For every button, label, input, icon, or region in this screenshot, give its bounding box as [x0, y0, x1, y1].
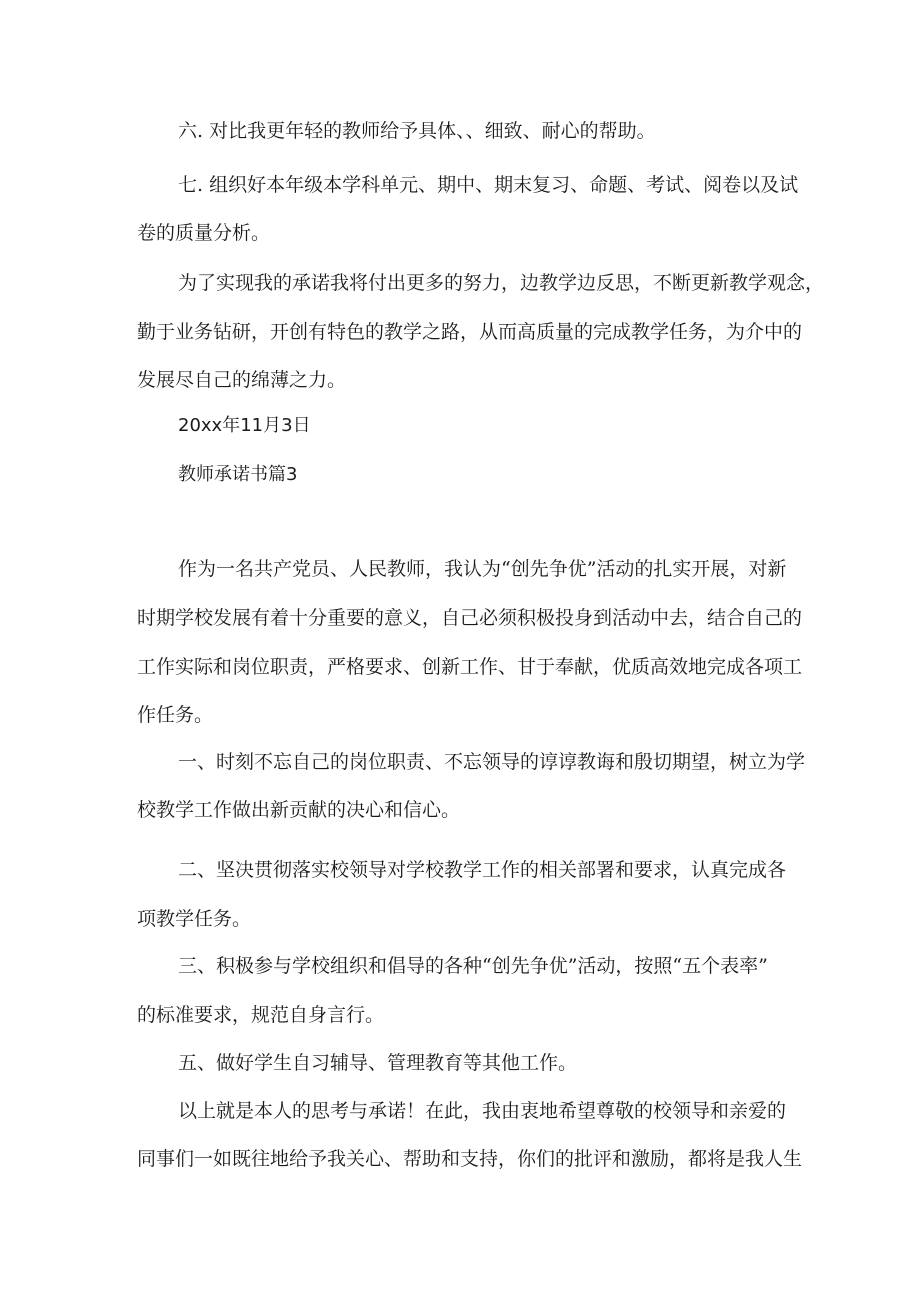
commitment-paragraph-line-1: 为了实现我的承诺我将付出更多的努力，边教学边反思，不断更新教学观念，	[178, 272, 825, 294]
closing-paragraph-line-1: 以上就是本人的思考与承诺！在此，我由衷地希望尊敬的校领导和亲爱的	[178, 1100, 787, 1122]
item-two-line-1: 二、坚决贯彻落实校领导对学校教学工作的相关部署和要求，认真完成各	[178, 859, 787, 881]
paragraph-item-seven-line-2: 卷的质量分析。	[137, 222, 271, 244]
paragraph-item-seven-line-1: 七. 组织好本年级本学科单元、期中、期末复习、命题、考试、阅卷以及试	[178, 174, 799, 196]
commitment-paragraph-line-3: 发展尽自己的绵薄之力。	[137, 369, 347, 391]
intro-paragraph-line-3: 工作实际和岗位职责，严格要求、创新工作、甘于奉献，优质高效地完成各项工	[137, 656, 803, 678]
item-two-line-2: 项教学任务。	[137, 908, 252, 930]
intro-paragraph-line-1: 作为一名共产党员、人民教师，我认为“创先争优”活动的扎实开展，对新	[178, 558, 787, 580]
commitment-paragraph-line-2: 勤于业务钻研，开创有特色的教学之路，从而高质量的完成教学任务，为介中的	[137, 321, 803, 343]
item-five: 五、做好学生自习辅导、管理教育等其他工作。	[178, 1052, 578, 1074]
paragraph-item-six: 六. 对比我更年轻的教师给予具体、、细致、耐心的帮助。	[178, 120, 656, 142]
item-three-line-2: 的标准要求，规范自身言行。	[137, 1004, 385, 1026]
closing-paragraph-line-2: 同事们一如既往地给予我关心、帮助和支持，你们的批评和激励，都将是我人生	[137, 1148, 803, 1170]
section-title: 教师承诺书篇3	[178, 464, 298, 485]
item-one-line-2: 校教学工作做出新贡献的决心和信心。	[137, 799, 461, 821]
document-date: 20xx年11月3日	[178, 415, 311, 436]
intro-paragraph-line-2: 时期学校发展有着十分重要的意义，自己必须积极投身到活动中去，结合自己的	[137, 607, 803, 629]
intro-paragraph-line-4: 作任务。	[137, 704, 214, 726]
item-one-line-1: 一、时刻不忘自己的岗位职责、不忘领导的谆谆教诲和殷切期望，树立为学	[178, 751, 806, 773]
item-three-line-1: 三、积极参与学校组织和倡导的各种“创先争优”活动，按照“五个表率”	[178, 955, 768, 977]
